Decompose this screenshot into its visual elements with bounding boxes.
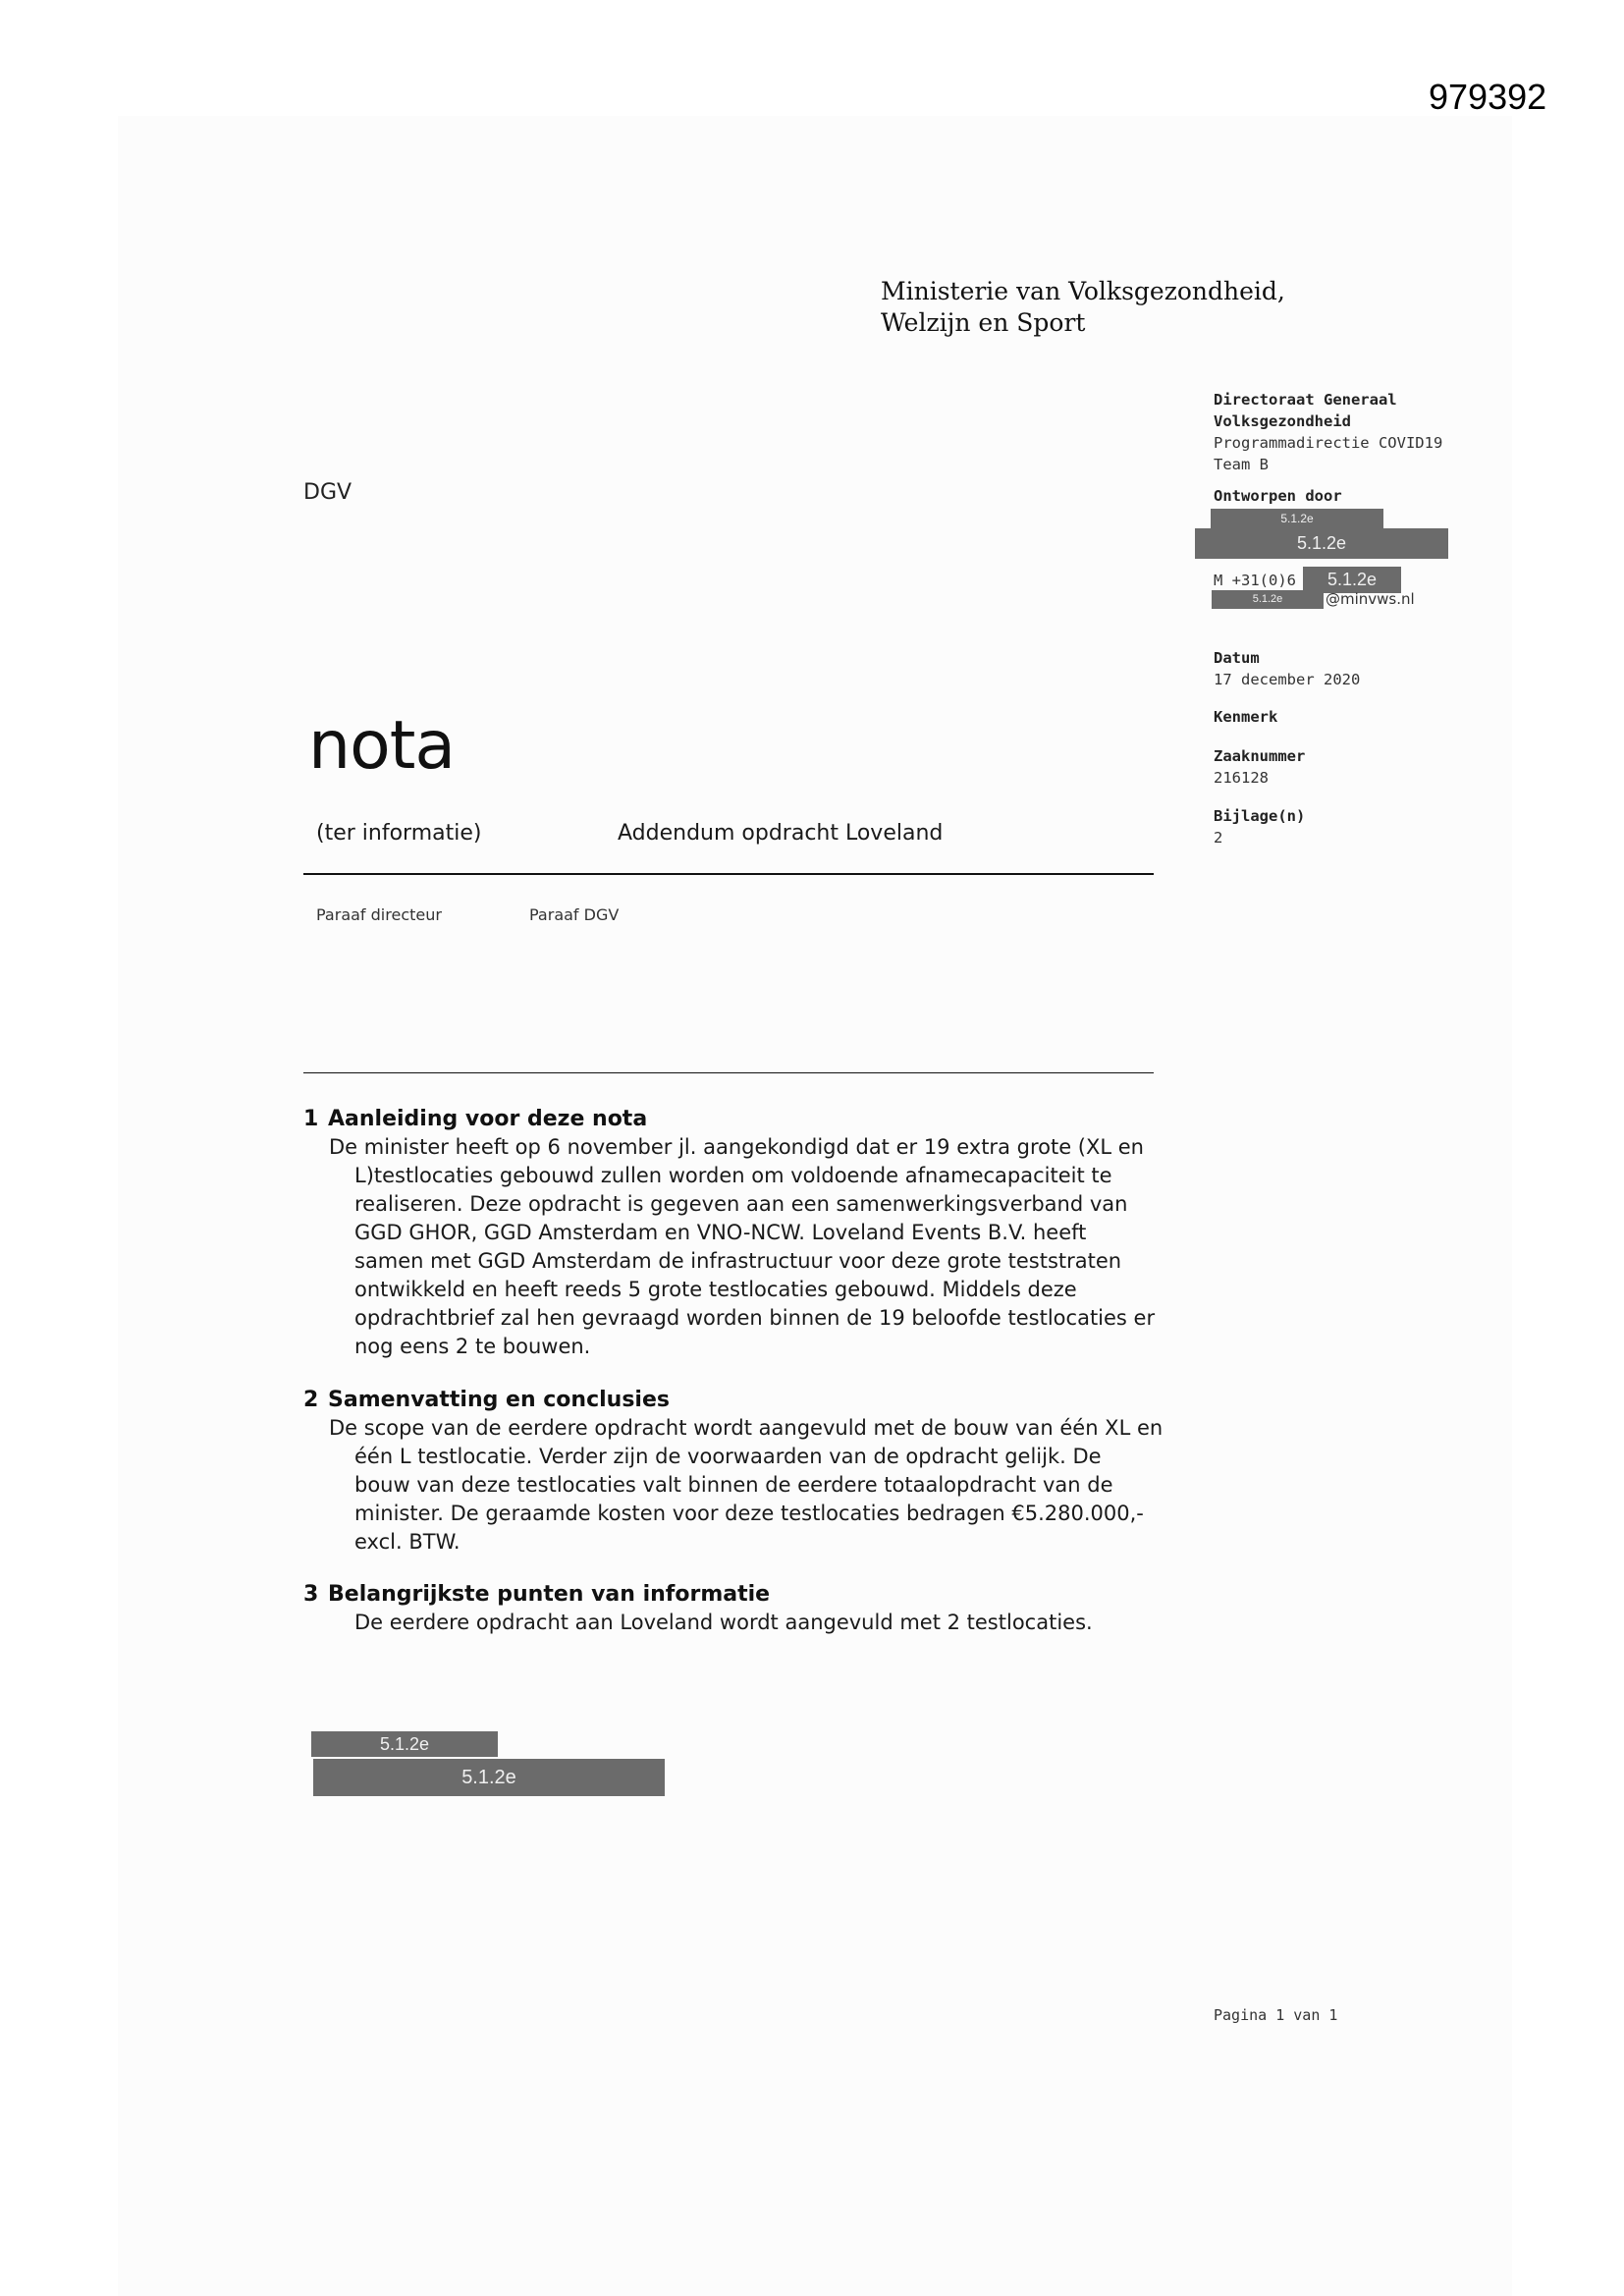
section-body — [329, 1414, 1187, 1557]
body-line: opdrachtbrief zal hen gevraagd worden binnen de 19 beloofde testlocaties er — [354, 1306, 1156, 1330]
section-number: 1 — [303, 1107, 319, 1131]
subject: Addendum opdracht Loveland — [618, 821, 944, 846]
designed-by-block — [1214, 485, 1342, 507]
body-line: ontwikkeld en heeft reeds 5 grote testlocaties gebouwd. Middels deze — [354, 1278, 1077, 1301]
section-title: Belangrijkste punten van informatie — [328, 1582, 771, 1607]
body-line: samen met GGD Amsterdam de infrastructuur voor deze grote teststraten — [354, 1249, 1122, 1273]
section-heading — [303, 1386, 1187, 1414]
case-number-value: 216128 — [1214, 769, 1269, 787]
redaction-box: 5.1.2e — [311, 1731, 498, 1757]
attachments-value: 2 — [1214, 829, 1223, 847]
phone-line: M +31(0)6 — [1214, 572, 1296, 589]
redaction-box: 5.1.2e — [1195, 528, 1448, 559]
paraaf-director: Paraaf directeur — [316, 905, 442, 924]
section-number: 3 — [303, 1582, 319, 1607]
section-title: Aanleiding voor deze nota — [328, 1107, 648, 1131]
purpose: (ter informatie) — [316, 821, 482, 846]
ministry-line-2: Welzijn en Sport — [881, 308, 1086, 337]
redaction-box: 5.1.2e — [313, 1759, 665, 1796]
body-line: De eerdere opdracht aan Loveland wordt aangevuld met 2 testlocaties. — [354, 1611, 1093, 1634]
department-line-2: Volksgezondheid — [1214, 412, 1351, 430]
department-line-1: Directoraat Generaal — [1214, 391, 1397, 409]
section-aanleiding — [303, 1105, 1187, 1361]
date-label: Datum — [1214, 649, 1260, 667]
section-punten — [303, 1580, 1187, 1637]
divider — [303, 1072, 1154, 1073]
body-line: nog eens 2 te bouwen. — [354, 1335, 591, 1358]
paraaf-dgv: Paraaf DGV — [529, 905, 620, 924]
email-suffix: @minvws.nl — [1326, 590, 1415, 608]
case-number-block — [1214, 745, 1305, 789]
redaction-box: 5.1.2e — [1212, 590, 1324, 609]
case-number-label: Zaaknummer — [1214, 747, 1306, 765]
ministry-logo-text — [881, 276, 1285, 339]
designed-by-label: Ontworpen door — [1214, 487, 1342, 505]
attachments-block — [1214, 805, 1305, 848]
team: Team B — [1214, 456, 1269, 473]
section-title: Samenvatting en conclusies — [328, 1388, 670, 1412]
page-footer: Pagina 1 van 1 — [1214, 2006, 1338, 2024]
attachments-label: Bijlage(n) — [1214, 807, 1306, 825]
ministry-line-1: Ministerie van Volksgezondheid, — [881, 277, 1285, 305]
department-block — [1214, 389, 1442, 475]
date-value: 17 december 2020 — [1214, 671, 1361, 688]
body-line: De scope van de eerdere opdracht wordt aangevuld met de bouw van één XL en — [329, 1416, 1164, 1440]
unit: Programmadirectie COVID19 — [1214, 434, 1443, 452]
section-samenvatting — [303, 1386, 1187, 1557]
addressee: DGV — [303, 480, 352, 505]
redaction-box: 5.1.2e — [1211, 509, 1383, 528]
body-line: De minister heeft op 6 november jl. aangekondigd dat er 19 extra grote (XL en — [329, 1135, 1144, 1159]
body-line: bouw van deze testlocaties valt binnen de eerdere totaalopdracht van de — [354, 1473, 1113, 1497]
redaction-box: 5.1.2e — [1303, 567, 1401, 593]
body-line: excl. BTW. — [354, 1530, 460, 1554]
reference-label: Kenmerk — [1214, 708, 1278, 726]
section-body — [329, 1609, 1187, 1637]
body-line: één L testlocatie. Verder zijn de voorwaarden van de opdracht gelijk. De — [354, 1445, 1102, 1468]
page-title: nota — [308, 707, 456, 785]
section-number: 2 — [303, 1388, 319, 1412]
date-block — [1214, 647, 1360, 690]
body-line: realiseren. Deze opdracht is gegeven aan een samenwerkingsverband van — [354, 1192, 1128, 1216]
document-number: 979392 — [1429, 77, 1547, 117]
reference-block — [1214, 706, 1277, 728]
body-line: GGD GHOR, GGD Amsterdam en VNO-NCW. Loveland Events B.V. heeft — [354, 1221, 1087, 1244]
section-heading — [303, 1105, 1187, 1133]
section-body — [329, 1133, 1187, 1361]
body-line: L)testlocaties gebouwd zullen worden om voldoende afnamecapaciteit te — [354, 1164, 1112, 1187]
divider — [303, 873, 1154, 875]
section-heading — [303, 1580, 1187, 1609]
body-line: minister. De geraamde kosten voor deze testlocaties bedragen €5.280.000,- — [354, 1502, 1144, 1525]
